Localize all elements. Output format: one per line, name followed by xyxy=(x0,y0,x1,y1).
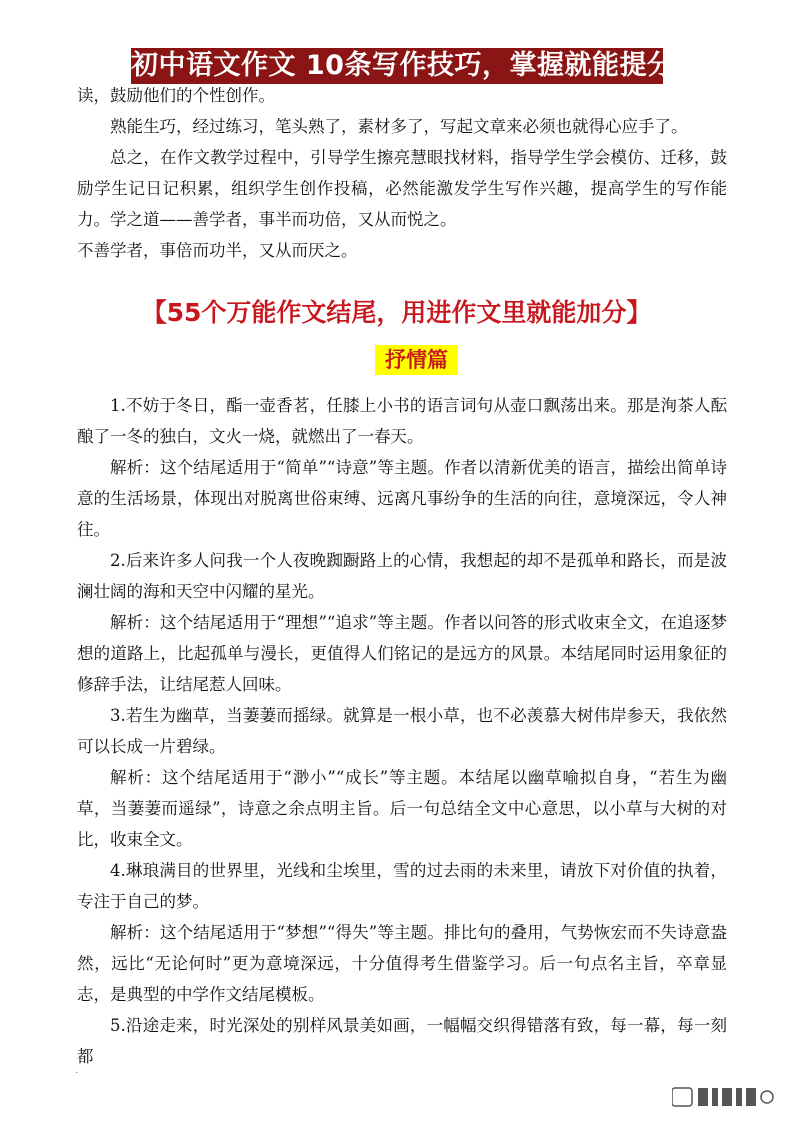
ending-item-3: 3.若生为幽草，当萋萋而摇绿。就算是一根小草，也不必羡慕大树伟岸参天，我依然可以长成一片碧绿。 xyxy=(77,706,727,756)
ending-item-5: 5.沿途走来，时光深处的别样风景美如画，一幅幅交织得错落有致，每一幕，每一刻都 xyxy=(77,1016,727,1066)
ending-item-1: 1.不妨于冬日，酯一壶香茗，任膝上小书的语言词句从壶口飘荡出来。那是洵茶人酝酿了一冬的独白，文火一烧，就燃出了一春天。 xyxy=(77,396,727,446)
intro-paragraph-2: 熟能生巧，经过练习，笔头熟了，素材多了，写起文章来必须也就得心应手了。 xyxy=(110,117,688,136)
page-mark: · xyxy=(75,1068,79,1079)
ending-analysis-2: 解析：这个结尾适用于“理想”“追求”等主题。作者以问答的形式收束全文，在追逐梦想的道路上，比起孤单与漫长，更值得人们铭记的是远方的风景。本结尾同时运用象征的修辞手法，让结尾惹人回味。 xyxy=(77,613,727,694)
intro-paragraph-4: 学之道——善学者，事半而功倍，又从而悦之。 xyxy=(110,210,457,229)
intro-paragraph-1: 读，鼓励他们的个性创作。 xyxy=(77,86,275,105)
section-title: 【55个万能作文结尾，用进作文里就能加分】 xyxy=(141,298,652,327)
watermark-logo-icon xyxy=(672,1086,776,1108)
intro-paragraph-5: 不善学者，事倍而功半，又从而厌之。 xyxy=(77,241,358,260)
ending-analysis-1: 解析：这个结尾适用于“简单”“诗意”等主题。作者以清新优美的语言，描绘出简单诗意的生活场景，体现出对脱离世俗束缚、远离凡事纷争的生活的向往，意境深远，令人神往。 xyxy=(77,458,727,539)
intro-paragraph-3: 总之，在作文教学过程中，引导学生擦亮慧眼找材料，指导学生学会模仿、迁移，鼓励学生记日记积累，组织学生创作投稿，必然能激发学生写作兴趣，提高学生的写作能力。 xyxy=(77,148,727,229)
ending-item-4: 4.琳琅满目的世界里，光线和尘埃里，雪的过去雨的未来里，请放下对价值的执着，专注于自己的梦。 xyxy=(77,861,727,911)
ending-item-2: 2.后来许多人问我一个人夜晚踟蹰路上的心情，我想起的却不是孤单和路长，而是波澜壮阔的海和天空中闪耀的星光。 xyxy=(77,551,727,601)
ending-analysis-4: 解析：这个结尾适用于“梦想”“得失”等主题。排比句的叠用，气势恢宏而不失诗意盎然，远比“无论何时”更为意境深远，十分值得考生借鉴学习。后一句点名主旨，卒章显志，是典型的中学作文结尾模板。 xyxy=(77,923,727,1004)
subtitle-wrap xyxy=(0,345,793,375)
title-banner: 初中语文作文 10条写作技巧，掌握就能提分 xyxy=(131,48,663,84)
section-subtitle: 抒情篇 xyxy=(375,345,458,375)
ending-analysis-3: 解析：这个结尾适用于“渺小”“成长”等主题。本结尾以幽草喻拟自身，“若生为幽草，当萋萋而遥绿”，诗意之余点明主旨。后一句总结全文中心意思，以小草与大树的对比，收束全文。 xyxy=(77,768,727,849)
